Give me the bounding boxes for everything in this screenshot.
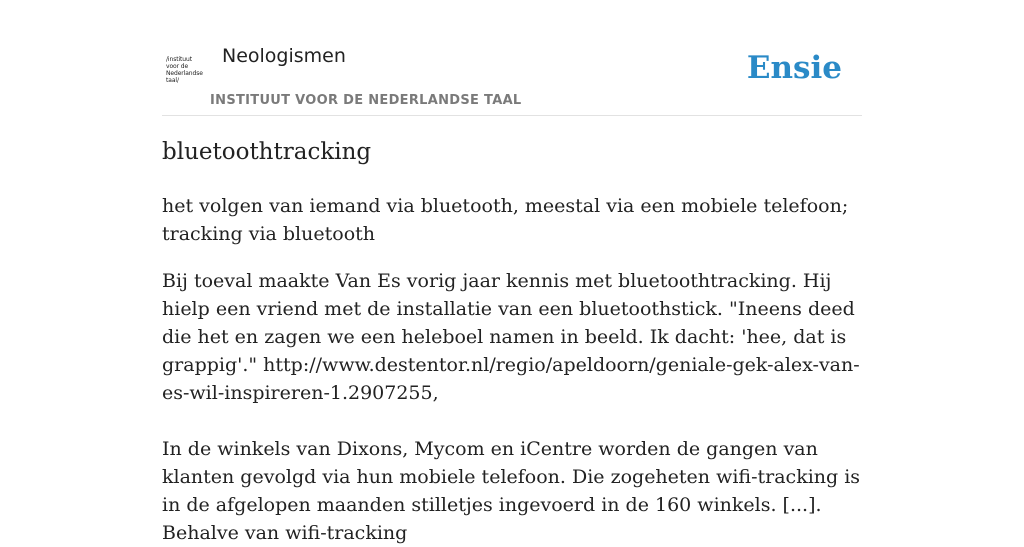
ivdnt-logo[interactable] bbox=[166, 56, 208, 90]
publisher-name: INSTITUUT VOOR DE NEDERLANDSE TAAL bbox=[210, 93, 522, 108]
entry-term: bluetoothtracking bbox=[162, 139, 372, 165]
content-container bbox=[162, 0, 862, 544]
entry-definition: het volgen van iemand via bluetooth, meestal via een mobiele telefoon; tracking via bluetooth bbox=[162, 195, 849, 245]
example-paragraph: Bij toeval maakte Van Es vorig jaar kennis met bluetoothtracking. Hij hielp een vriend met de installatie van een bluetoothstick. "Ineens deed die het en zagen we een heleboel namen in beeld. Ik dacht: 'hee, dat is grappig'." http://www.destentor.nl/regio/apeldoorn/geniale-gek-alex-van-es-wil-inspireren-1.2907255, bbox=[162, 270, 860, 404]
logo-line: taal/ bbox=[166, 77, 179, 84]
ensie-logo[interactable]: Ensie bbox=[746, 50, 842, 86]
site-name-link[interactable]: Neologismen bbox=[222, 45, 346, 67]
header bbox=[162, 0, 862, 116]
logo-line: voor de bbox=[166, 63, 189, 70]
example-paragraph: In de winkels van Dixons, Mycom en iCentre worden de gangen van klanten gevolgd via hun mobiele telefoon. Die zogeheten wifi-tracking is in de afgelopen maanden stilletjes ingevoerd in de 160 winkels. [...]. Behalve van wifi-tracking bbox=[162, 438, 861, 544]
logo-line: Nederlandse bbox=[166, 70, 203, 77]
logo-line: /instituut bbox=[166, 56, 192, 63]
entry-examples bbox=[162, 267, 862, 547]
